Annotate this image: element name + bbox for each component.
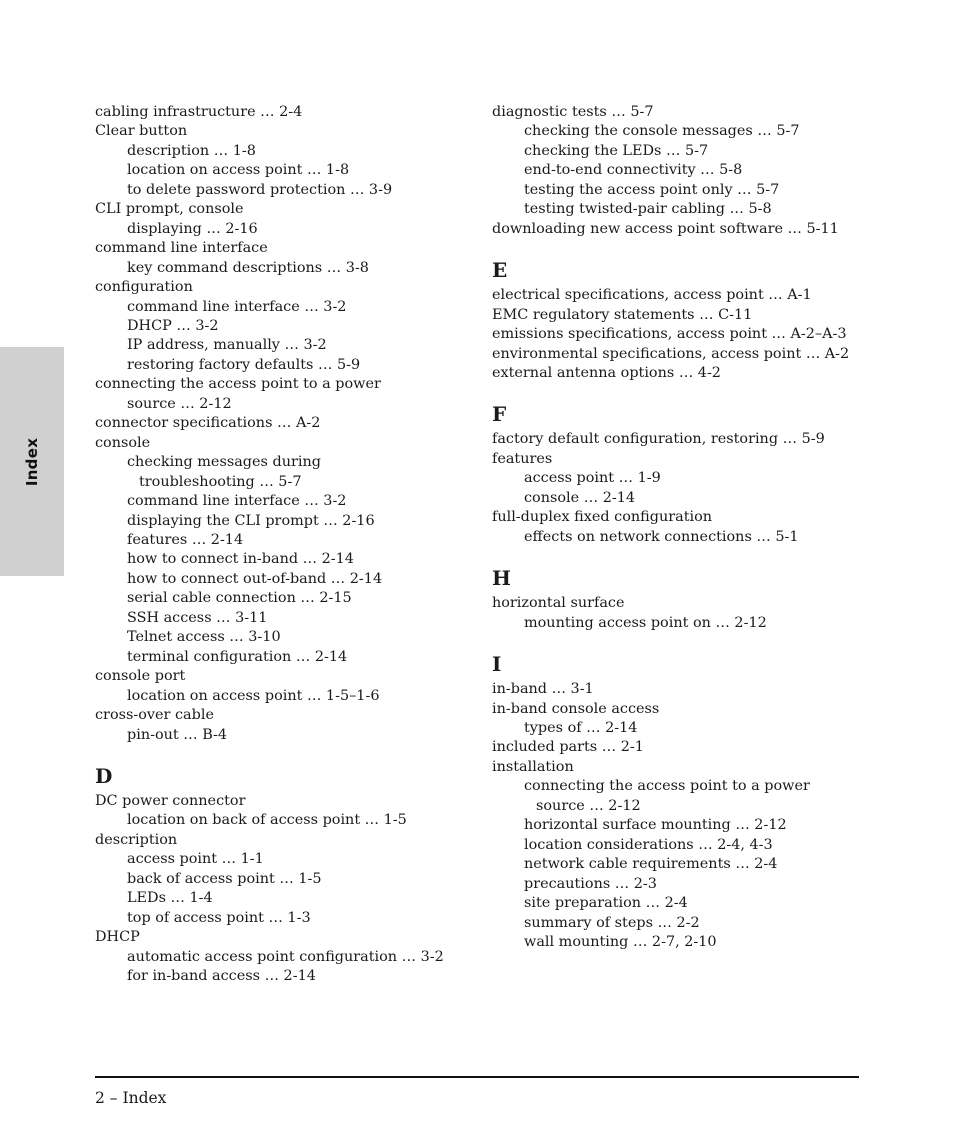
- index-side-tab: [0, 347, 64, 576]
- index-entry: electrical specifications, access point … A-1: [492, 287, 812, 304]
- index-entry: CLI prompt, console: [95, 201, 244, 218]
- footer-page-label: 2 – Index: [95, 1089, 167, 1107]
- index-subentry: displaying the CLI prompt … 2-16: [127, 512, 375, 529]
- index-entry: horizontal surface: [492, 595, 625, 612]
- index-entry: in-band … 3-1: [492, 681, 594, 698]
- index-entry: DC power connector: [95, 792, 246, 809]
- index-subentry: console … 2-14: [524, 489, 636, 506]
- index-entry: description: [95, 831, 178, 848]
- index-subentry: how to connect out-of-band … 2-14: [127, 570, 383, 587]
- index-subentry: network cable requirements … 2-4: [524, 856, 778, 873]
- index-entry: environmental specifications, access point … A-2: [492, 345, 850, 362]
- index-subentry: for in-band access … 2-14: [127, 968, 316, 985]
- index-entry: Clear button: [95, 123, 188, 140]
- index-entry: console: [95, 434, 151, 451]
- index-subentry: horizontal surface mounting … 2-12: [524, 817, 787, 834]
- index-subentry: SSH access … 3-11: [127, 609, 268, 626]
- index-subentry: to delete password protection … 3-9: [127, 181, 393, 198]
- index-subentry: location on access point … 1-8: [127, 162, 350, 179]
- section-heading: I: [492, 652, 502, 677]
- index-subentry: effects on network connections … 5-1: [524, 528, 799, 545]
- index-entry: connector specifications … A-2: [95, 415, 321, 432]
- index-entry: connecting the access point to a power: [95, 376, 381, 393]
- index-subentry: displaying … 2-16: [127, 220, 258, 237]
- index-subentry: summary of steps … 2-2: [524, 914, 700, 931]
- index-subentry: testing twisted-pair cabling … 5-8: [524, 201, 772, 218]
- index-subentry: access point … 1-1: [127, 851, 264, 868]
- index-entry: full-duplex fixed configuration: [492, 509, 713, 526]
- index-subentry: end-to-end connectivity … 5-8: [524, 162, 743, 179]
- index-entry: cabling infrastructure … 2-4: [95, 104, 303, 120]
- index-column-right: [492, 103, 912, 952]
- index-column-left: [95, 103, 480, 986]
- index-subentry: key command descriptions … 3-8: [127, 259, 369, 276]
- index-subentry: command line interface … 3-2: [127, 493, 347, 510]
- index-subentry: description … 1-8: [127, 142, 256, 159]
- index-entry: features: [492, 450, 553, 467]
- index-subentry: location considerations … 2-4, 4-3: [524, 836, 773, 853]
- index-subentry: source … 2-12: [127, 395, 232, 412]
- section-heading: E: [492, 258, 508, 283]
- index-subentry: terminal configuration … 2-14: [127, 648, 348, 665]
- index-entry: in-band console access: [492, 700, 660, 717]
- index-subentry: IP address, manually … 3-2: [127, 337, 327, 354]
- index-entry: DHCP: [95, 929, 140, 946]
- index-subentry: checking the console messages … 5-7: [524, 123, 800, 140]
- index-subentry: precautions … 2-3: [524, 875, 657, 892]
- index-subentry: mounting access point on … 2-12: [524, 614, 767, 631]
- index-subentry: checking the LEDs … 5-7: [524, 142, 709, 159]
- index-subentry: location on back of access point … 1-5: [127, 812, 407, 829]
- index-subentry: connecting the access point to a power: [524, 778, 810, 795]
- index-subentry: wall mounting … 2-7, 2-10: [524, 933, 717, 950]
- index-entry: factory default configuration, restoring … 5-9: [492, 431, 825, 448]
- index-subentry: checking messages during: [127, 454, 321, 471]
- index-subentry: access point … 1-9: [524, 470, 661, 487]
- index-subentry: location on access point … 1-5–1-6: [127, 687, 380, 704]
- index-subentry: DHCP … 3-2: [127, 317, 219, 334]
- index-subentry: site preparation … 2-4: [524, 895, 688, 912]
- index-entry: diagnostic tests … 5-7: [492, 104, 654, 120]
- index-subentry: command line interface … 3-2: [127, 298, 347, 315]
- index-subentry: LEDs … 1-4: [127, 890, 213, 907]
- index-subentry: troubleshooting … 5-7: [139, 473, 302, 490]
- index-entry: installation: [492, 758, 574, 775]
- section-heading: F: [492, 402, 507, 427]
- index-subentry: top of access point … 1-3: [127, 909, 311, 926]
- index-entry: configuration: [95, 279, 193, 296]
- index-entry: downloading new access point software … 5-11: [492, 220, 839, 237]
- index-subentry: source … 2-12: [536, 797, 641, 814]
- section-heading: H: [492, 566, 511, 591]
- index-subentry: features … 2-14: [127, 531, 244, 548]
- index-entry: cross-over cable: [95, 707, 214, 724]
- index-subentry: back of access point … 1-5: [127, 870, 322, 887]
- index-entry: console port: [95, 668, 186, 685]
- index-subentry: types of … 2-14: [524, 719, 638, 736]
- index-entry: EMC regulatory statements … C-11: [492, 306, 753, 323]
- index-entry: command line interface: [95, 240, 268, 257]
- index-subentry: how to connect in-band … 2-14: [127, 551, 354, 568]
- index-entry: emissions specifications, access point … A-2–A-3: [492, 326, 847, 343]
- index-subentry: automatic access point configuration … 3-2: [127, 948, 444, 965]
- index-entry: included parts … 2-1: [492, 739, 644, 756]
- section-heading: D: [95, 763, 113, 788]
- index-subentry: Telnet access … 3-10: [127, 629, 281, 646]
- index-subentry: pin-out … B-4: [127, 726, 228, 743]
- side-tab-label: Index: [23, 437, 41, 486]
- footer-rule: [95, 1076, 859, 1078]
- index-subentry: restoring factory defaults … 5-9: [127, 356, 361, 373]
- index-subentry: testing the access point only … 5-7: [524, 181, 780, 198]
- index-subentry: serial cable connection … 2-15: [127, 590, 352, 607]
- index-entry: external antenna options … 4-2: [492, 364, 721, 381]
